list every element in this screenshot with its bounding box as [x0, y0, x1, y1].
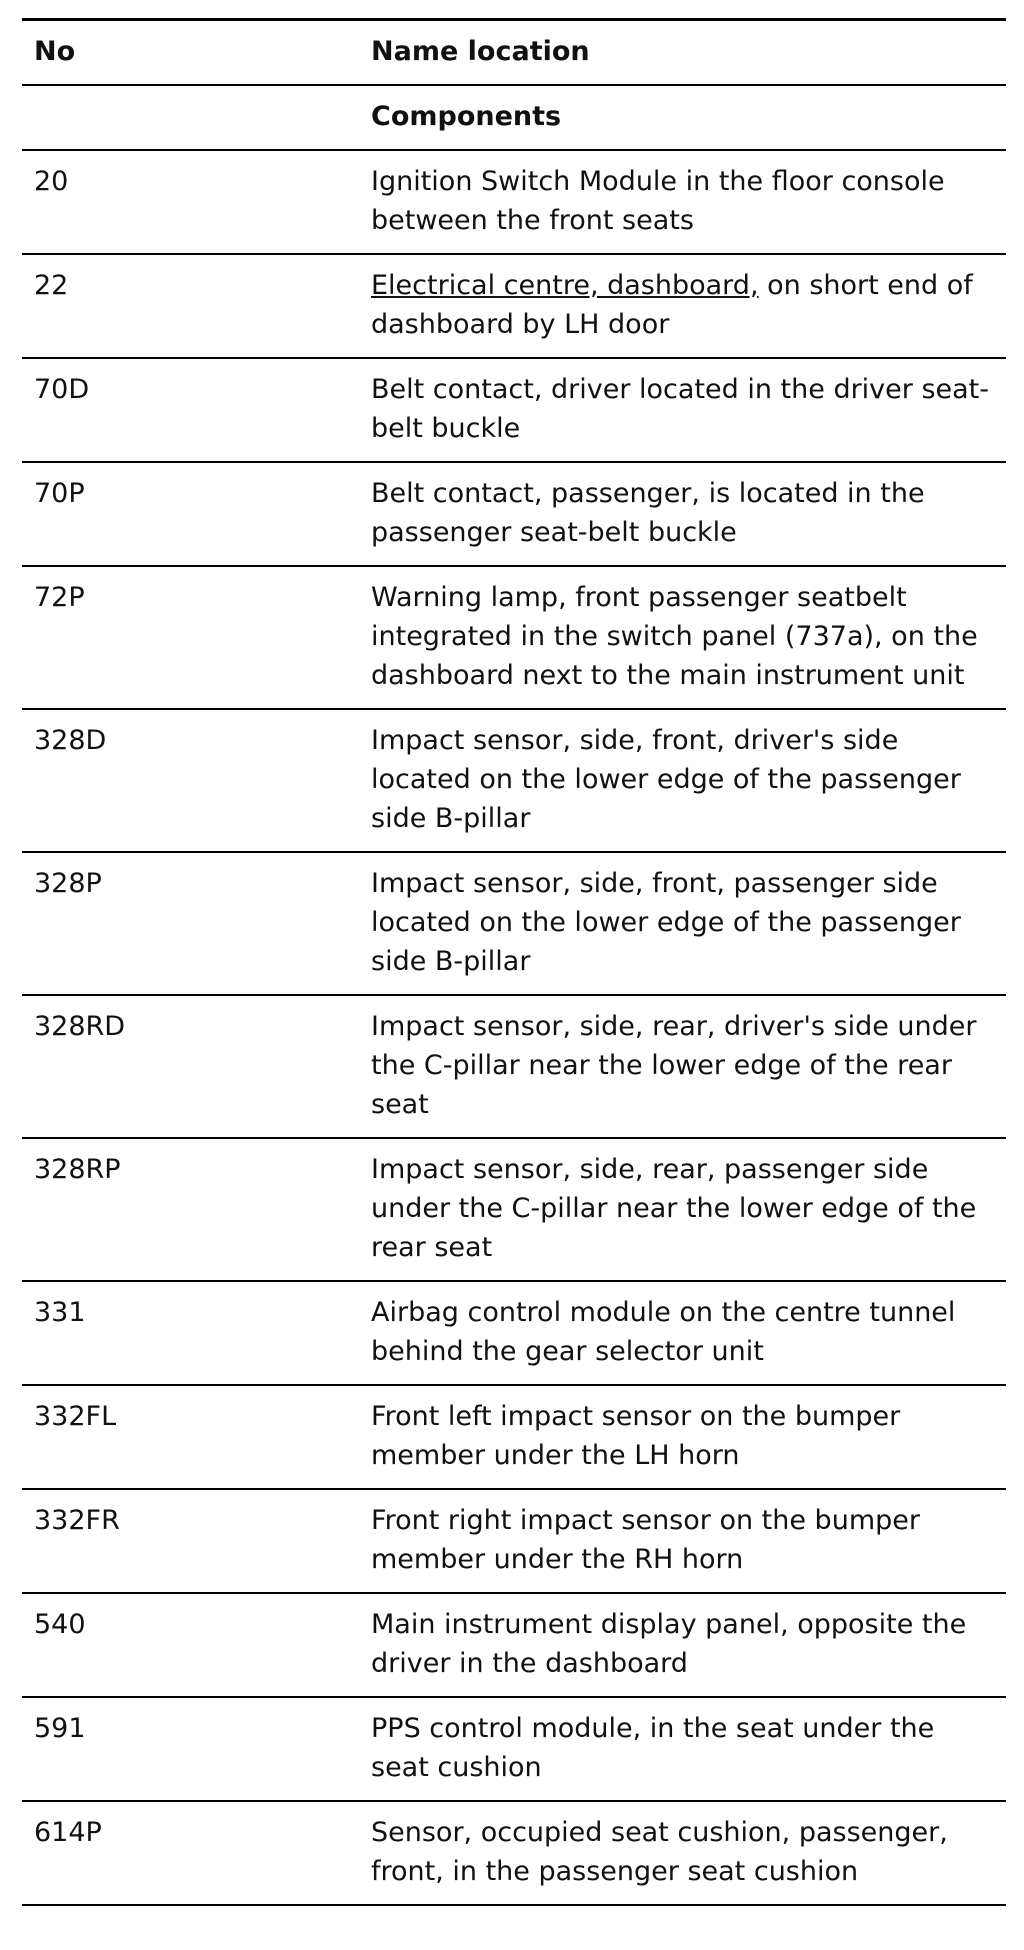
row-number: 70P: [22, 462, 359, 566]
row-description: Impact sensor, side, rear, driver's side under the C-pillar near the lower edge of the rear seat: [359, 995, 1006, 1138]
row-number: 328D: [22, 709, 359, 852]
row-description: Sensor, occupied seat cushion, passenger, front, in the passenger seat cushion: [359, 1801, 1006, 1905]
row-number: 70D: [22, 358, 359, 462]
header-no: No: [22, 20, 359, 86]
row-description-text: on short end of dashboard by LH door: [371, 270, 973, 340]
table-row: [22, 1801, 1006, 1905]
section-title: Components: [359, 85, 1006, 150]
header-row: [22, 20, 1006, 86]
table-row: [22, 1489, 1006, 1593]
electrical-centre-link[interactable]: Electrical centre, dashboard,: [371, 270, 759, 301]
components-table: [22, 18, 1006, 1906]
table-row: [22, 150, 1006, 254]
row-description: Ignition Switch Module in the floor console between the front seats: [359, 150, 1006, 254]
row-number: 332FL: [22, 1385, 359, 1489]
row-description: [359, 254, 1006, 358]
table-row: [22, 1593, 1006, 1697]
table-header: [22, 20, 1006, 86]
row-number: 331: [22, 1281, 359, 1385]
section-row: [22, 85, 1006, 150]
table-row: [22, 1138, 1006, 1281]
row-number: 328RD: [22, 995, 359, 1138]
table-row: [22, 1697, 1006, 1801]
row-description: Impact sensor, side, front, passenger side located on the lower edge of the passenger side B-pillar: [359, 852, 1006, 995]
row-number: 540: [22, 1593, 359, 1697]
row-number: 22: [22, 254, 359, 358]
table-row: [22, 852, 1006, 995]
row-description: Airbag control module on the centre tunnel behind the gear selector unit: [359, 1281, 1006, 1385]
row-description: Belt contact, driver located in the driver seat-belt buckle: [359, 358, 1006, 462]
row-description: Warning lamp, front passenger seatbelt integrated in the switch panel (737a), on the dashboard next to the main instrument unit: [359, 566, 1006, 709]
row-description: Front left impact sensor on the bumper member under the LH horn: [359, 1385, 1006, 1489]
row-number: 328P: [22, 852, 359, 995]
table-row: [22, 995, 1006, 1138]
table-row: [22, 462, 1006, 566]
table-row: [22, 1281, 1006, 1385]
row-number: 591: [22, 1697, 359, 1801]
row-number: 332FR: [22, 1489, 359, 1593]
table-row: [22, 358, 1006, 462]
row-description: Front right impact sensor on the bumper member under the RH horn: [359, 1489, 1006, 1593]
row-number: 614P: [22, 1801, 359, 1905]
row-description: Impact sensor, side, rear, passenger side under the C-pillar near the lower edge of the rear seat: [359, 1138, 1006, 1281]
row-description: Main instrument display panel, opposite the driver in the dashboard: [359, 1593, 1006, 1697]
row-description: Impact sensor, side, front, driver's side located on the lower edge of the passenger side B-pillar: [359, 709, 1006, 852]
table-row: [22, 1385, 1006, 1489]
header-name-location: Name location: [359, 20, 1006, 86]
row-number: 72P: [22, 566, 359, 709]
table-row: [22, 254, 1006, 358]
section-empty-cell: [22, 85, 359, 150]
table-row: [22, 709, 1006, 852]
row-number: 328RP: [22, 1138, 359, 1281]
row-number: 20: [22, 150, 359, 254]
table-row: [22, 566, 1006, 709]
row-description: PPS control module, in the seat under the seat cushion: [359, 1697, 1006, 1801]
row-description: Belt contact, passenger, is located in the passenger seat-belt buckle: [359, 462, 1006, 566]
